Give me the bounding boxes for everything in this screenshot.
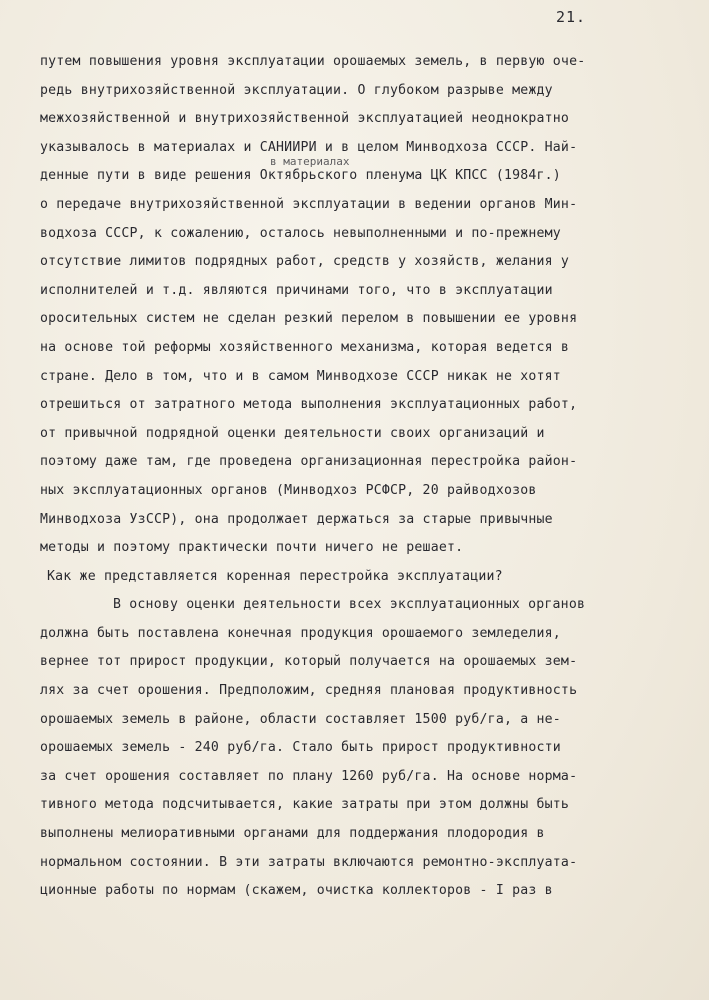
- text-line: ционные работы по нормам (скажем, очистка коллекторов - I раз в: [40, 883, 553, 899]
- text-line: оросительных систем не сделан резкий перелом в повышении ее уровня: [40, 311, 578, 327]
- text-line: орошаемых земель в районе, области составляет 1500 руб/га, а не-: [40, 711, 561, 727]
- text-line: орошаемых земель - 240 руб/га. Стало быть прирост продуктивности: [40, 740, 561, 756]
- text-line: отсутствие лимитов подрядных работ, средств у хозяйств, желания у: [40, 254, 570, 270]
- text-line: стране. Дело в том, что и в самом Минводхозе СССР никак не хотят: [40, 368, 561, 384]
- text-line: должна быть поставлена конечная продукция орошаемого земледелия,: [40, 625, 561, 641]
- text-line: Как же представляется коренная перестройка эксплуатации?: [47, 568, 503, 584]
- text-line: на основе той реформы хозяйственного механизма, которая ведется в: [40, 339, 570, 355]
- text-line: лях за счет орошения. Предположим, средняя плановая продуктивность: [40, 683, 578, 699]
- text-line: Минводхоза УзССР), она продолжает держаться за старые привычные: [40, 511, 553, 527]
- text-line: путем повышения уровня эксплуатации орошаемых земель, в первую оче-: [40, 54, 586, 69]
- text-line: редь внутрихозяйственной эксплуатации. О глубоком разрыве между: [40, 82, 553, 98]
- text-line: нормальном состоянии. В эти затраты включаются ремонтно-эксплуата-: [40, 854, 578, 870]
- text-line: тивного метода подсчитывается, какие затраты при этом должны быть: [40, 797, 570, 813]
- paragraph-start-line: В основу оценки деятельности всех эксплуатационных органов: [113, 597, 586, 613]
- text-line: методы и поэтому практически почти ничего не решает.: [40, 540, 464, 556]
- text-line: указывалось в материалах и САНИИРИ и в целом Минводхоза СССР. Най-: [40, 139, 578, 155]
- text-line: выполнены мелиоративными органами для поддержания плодородия в: [40, 826, 545, 842]
- overprint-note: в материалах: [270, 155, 350, 168]
- text-line: поэтому даже там, где проведена организационная перестройка район-: [40, 454, 578, 470]
- body-text: [40, 48, 665, 906]
- text-line: ных эксплуатационных органов (Минводхоз РСФСР, 20 райводхозов: [40, 482, 537, 498]
- text-line: от привычной подрядной оценки деятельности своих организаций и: [40, 425, 545, 441]
- text-line: о передаче внутрихозяйственной эксплуатации в ведении органов Мин-: [40, 196, 578, 212]
- text-line: за счет орошения составляет по плану 1260 руб/га. На основе норма-: [40, 768, 578, 784]
- text-line: отрешиться от затратного метода выполнения эксплуатационных работ,: [40, 397, 578, 413]
- text-line: денные пути в виде решения Октябрьского пленума ЦК КПСС (1984г.): [40, 168, 561, 184]
- text-line: вернее тот прирост продукции, который получается на орошаемых зем-: [40, 654, 578, 670]
- text-line: водхоза СССР, к сожалению, осталось невыполненными и по-прежнему: [40, 225, 561, 241]
- text-line: межхозяйственной и внутрихозяйственной эксплуатацией неоднократно: [40, 111, 570, 127]
- page-number: 21.: [556, 8, 587, 26]
- text-line: исполнителей и т.д. являются причинами того, что в эксплуатации: [40, 282, 553, 298]
